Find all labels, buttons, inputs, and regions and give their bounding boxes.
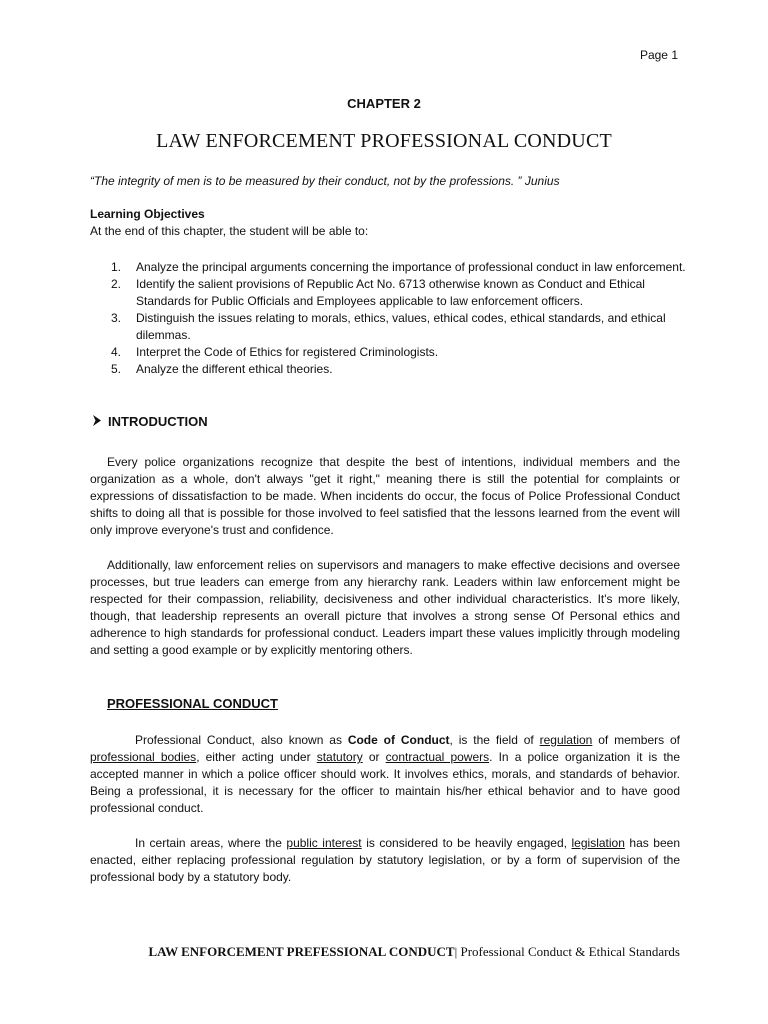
objective-item xyxy=(90,259,690,276)
objective-text: Interpret the Code of Ethics for registered Criminologists. xyxy=(136,345,439,359)
epigraph-quote: “The integrity of men is to be measured by their conduct, not by the professions. ” Junius xyxy=(90,174,560,188)
objective-text: Identify the salient provisions of Republic Act No. 6713 otherwise known as Conduct and Ethical Standards for Public Officials and Employees applicable to law enforcement officers. xyxy=(136,277,645,308)
objective-item xyxy=(90,344,690,361)
text-run: , is the field of xyxy=(449,733,540,747)
objective-item xyxy=(90,310,690,344)
contractual-powers-link[interactable]: contractual powers xyxy=(385,750,490,764)
text-run: . In a police organization it is the accepted manner in which a police officer should work. It involves ethics, morals, and standards of behavior. Being a professional, it is necessary for the officer to maintain his/her ethical behavior and to have good professional conduct. xyxy=(90,750,681,815)
statutory-link[interactable]: statutory xyxy=(316,750,363,764)
learning-objectives-intro: At the end of this chapter, the student will be able to: xyxy=(90,224,369,238)
professional-conduct-paragraph xyxy=(90,835,680,886)
text-run: or xyxy=(362,750,386,764)
objective-number: 5. xyxy=(111,362,122,376)
objective-text: Analyze the different ethical theories. xyxy=(136,362,333,376)
chapter-title: LAW ENFORCEMENT PROFESSIONAL CONDUCT xyxy=(156,130,612,152)
objective-text: Distinguish the issues relating to morals, ethics, values, ethical codes, ethical standards, and ethical dilemmas. xyxy=(136,311,666,342)
footer-title: LAW ENFORCEMENT PREFESSIONAL CONDUCT xyxy=(148,944,455,959)
objective-item xyxy=(90,276,690,310)
objective-number: 3. xyxy=(111,311,122,325)
text-run: In certain areas, where the xyxy=(135,836,287,850)
introduction-heading-label: INTRODUCTION xyxy=(108,414,208,429)
code-of-conduct-term: Code of Conduct xyxy=(347,733,450,747)
professional-bodies-link[interactable]: professional bodies xyxy=(90,750,197,764)
learning-objectives-heading: Learning Objectives xyxy=(90,207,205,221)
professional-conduct-paragraph xyxy=(90,732,680,817)
chapter-label: CHAPTER 2 xyxy=(347,96,421,111)
regulation-link[interactable]: regulation xyxy=(539,733,593,747)
professional-conduct-heading: PROFESSIONAL CONDUCT xyxy=(107,696,278,711)
legislation-link[interactable]: legislation xyxy=(571,836,625,850)
footer-separator: | xyxy=(454,944,458,959)
text-run: has been enacted, either replacing professional regulation by statutory legislation, or by a form of supervision of the professional body by a statutory body. xyxy=(90,836,680,884)
learning-objectives-list xyxy=(90,259,690,378)
objective-number: 1. xyxy=(111,260,122,274)
arrow-bullet-icon xyxy=(90,414,104,427)
public-interest-link[interactable]: public interest xyxy=(286,836,362,850)
introduction-heading xyxy=(90,414,390,429)
text-run: , either acting under xyxy=(196,750,317,764)
page-number: Page 1 xyxy=(639,48,678,62)
page-footer xyxy=(90,944,680,960)
objective-number: 2. xyxy=(111,277,122,291)
text-run: is considered to be heavily engaged, xyxy=(361,836,572,850)
introduction-paragraph: Every police organizations recognize that despite the best of intentions, individual members and the organization as a whole, don't always "get it right," meaning there is still the potential for complaints or expressions of dissatisfaction to be made. When incidents do occur, the focus of Police Professional Conduct shifts to doing all that is possible for those involved to feel satisfied that the lessons learned from the event will only improve everyone's trust and confidence. xyxy=(90,455,680,537)
text-run: of members of xyxy=(592,733,680,747)
objective-number: 4. xyxy=(111,345,122,359)
footer-subtitle: Professional Conduct & Ethical Standards xyxy=(457,944,680,959)
text-run: Professional Conduct, also known as xyxy=(135,733,348,747)
objective-item xyxy=(90,361,690,378)
objective-text: Analyze the principal arguments concerning the importance of professional conduct in law enforcement. xyxy=(136,260,686,274)
introduction-paragraph: Additionally, law enforcement relies on supervisors and managers to make effective decisions and oversee processes, but true leaders can emerge from any hierarchy rank. Leaders within law enforcement might be respected for their compassion, reliability, decisiveness and other individual characteristics. It's more likely, though, that leadership represents an overall picture that involves a strong sense Of Personal ethics and adherence to high standards for professional conduct. Leaders impart these values implicitly through modeling and setting a good example or by explicitly mentoring others. xyxy=(90,558,680,657)
